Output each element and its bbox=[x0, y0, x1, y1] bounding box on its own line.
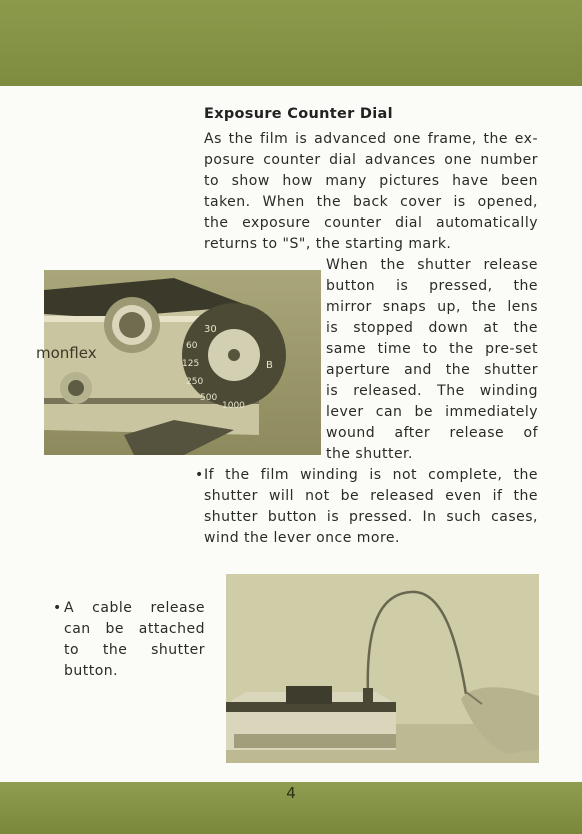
paragraph-shutter-release bbox=[326, 255, 538, 465]
text-line: If the film winding is not complete, the bbox=[204, 467, 538, 483]
dial-mark: B bbox=[266, 360, 273, 371]
text-line: to show how many pictures have been bbox=[204, 173, 538, 189]
top-color-band bbox=[0, 0, 582, 86]
text-line: As the film is advanced one frame, the ex- bbox=[204, 131, 538, 147]
text-line: lever can be immediately bbox=[326, 404, 538, 420]
text-line: taken. When the back cover is opened, bbox=[204, 194, 538, 210]
text-line: same time to the pre-set bbox=[326, 341, 538, 357]
cable-release-photo bbox=[226, 574, 539, 763]
camera-top-photo bbox=[36, 270, 321, 455]
text-line: shutter button is pressed. In such cases, bbox=[204, 509, 538, 525]
text-line: returns to "S", the starting mark. bbox=[204, 236, 452, 252]
text-line: shutter will not be released even if the bbox=[204, 488, 538, 504]
text-line: aperture and the shutter bbox=[326, 362, 538, 378]
dial-mark: 500 bbox=[200, 393, 218, 403]
text-line: to the shutter bbox=[64, 642, 205, 658]
text-line: A cable release bbox=[64, 600, 205, 616]
caption-bullet: • bbox=[53, 600, 62, 616]
paragraph-exposure-counter bbox=[204, 129, 538, 255]
text-line: is released. The winding bbox=[326, 383, 538, 399]
text-line: wind the lever once more. bbox=[204, 530, 400, 546]
text-line: button is pressed, the bbox=[326, 278, 538, 294]
text-line: can be attached bbox=[64, 621, 205, 637]
text-line: the shutter. bbox=[326, 446, 413, 462]
text-line: button. bbox=[64, 663, 119, 679]
text-line: wound after release of bbox=[326, 425, 538, 441]
paragraph-winding-note bbox=[204, 465, 538, 549]
text-line: is stopped down at the bbox=[326, 320, 538, 336]
dial-mark: 1000 bbox=[222, 401, 245, 411]
caption-cable-release bbox=[64, 598, 205, 682]
dial-mark: 250 bbox=[186, 377, 204, 387]
text-line: posure counter dial advances one number bbox=[204, 152, 538, 168]
section-heading: Exposure Counter Dial bbox=[204, 106, 393, 122]
dial-mark: 60 bbox=[186, 341, 198, 351]
note-bullet: • bbox=[195, 467, 204, 483]
text-line: mirror snaps up, the lens bbox=[326, 299, 538, 315]
text-line: When the shutter release bbox=[326, 257, 538, 273]
dial-mark: 125 bbox=[182, 359, 200, 369]
page-number: 4 bbox=[286, 784, 296, 802]
text-line: the exposure counter dial automatically bbox=[204, 215, 538, 231]
dial-mark: 30 bbox=[204, 324, 217, 335]
camera-brand: monflex bbox=[36, 344, 97, 362]
